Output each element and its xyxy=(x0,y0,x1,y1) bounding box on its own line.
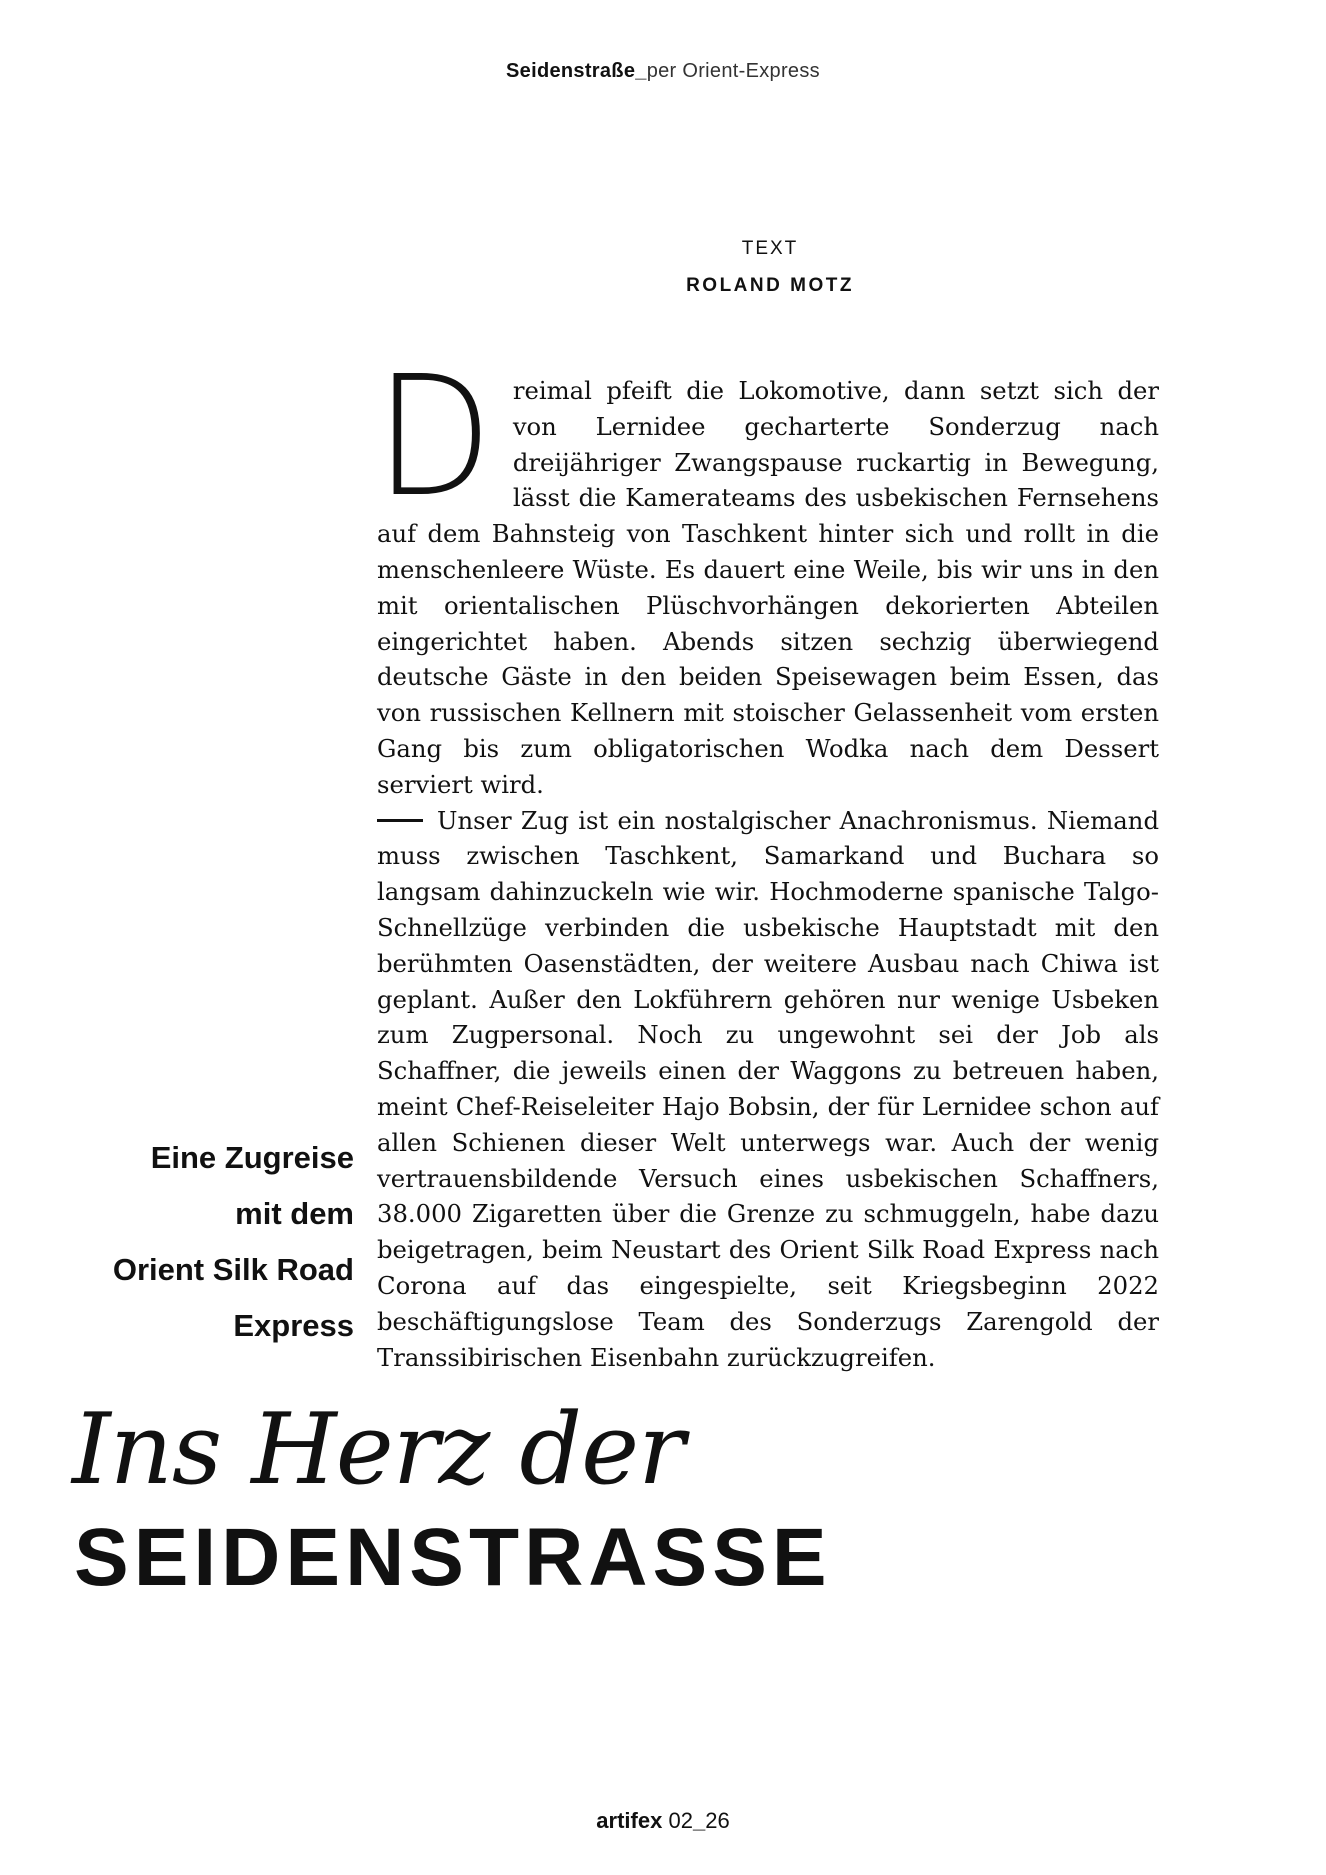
running-head xyxy=(0,60,1326,83)
page-footer xyxy=(0,1808,1326,1834)
drop-cap: D xyxy=(375,341,493,534)
paragraph-2-text: Unser Zug ist ein nostalgischer Anachronismus. Niemand muss zwischen Taschkent, Samarkand und Buchara so langsam dahinzuckeln wie wir. Hochmoderne spanische Talgo-Schnellzüge verbinden die usbekische Hauptstadt mit den berühmten Oasenstädten, der weitere Ausbau nach Chiwa ist geplant. Außer den Lokführern gehören nur wenige Usbeken zum Zugpersonal. Noch zu ungewohnt sei der Job als Schaffner, die jeweils einen der Waggons zu betreuen haben, meint Chef-Reiseleiter Hajo Bobsin, der für Lernidee schon auf allen Schienen dieser Welt unterwegs war. Auch der wenig vertrauensbildende Versuch eines usbekischen Schaffners, 38.000 Zigaretten über die Grenze zu schmuggeln, habe dazu beigetragen, beim Neustart des Orient Silk Road Express nach Corona auf das eingespielte, seit Kriegsbeginn 2022 beschäftigungslose Team des Sonderzugs Zarengold der Transsibirischen Eisenbahn zurückzugreifen. xyxy=(377,805,1159,1372)
running-head-topic: per Orient-Express xyxy=(646,60,820,82)
footer-brand: artifex xyxy=(596,1808,663,1833)
article-body xyxy=(375,341,1159,1375)
credit-label: TEXT xyxy=(741,238,799,259)
running-head-separator: _ xyxy=(635,60,647,82)
paragraph-1-text: reimal pfeift die Lokomotive, dann setzt sich der von Lernidee gecharterte Sonderzug nach dreijähriger Zwangspause ruckartig in Bewegung, lässt die Kamerateams des usbekischen Fernsehens auf dem Bahnsteig von Taschkent hinter sich und rollt in die menschenleere Wüste. Es dauert eine Weile, bis wir uns in den mit orientalischen Plüschvorhängen dekorierten Abteilen eingerichtet haben. Abends sitzen sechzig überwiegend deutsche Gäste in den beiden Speisewagen beim Essen, das von russischen Kellnern mit stoischer Gelassenheit vom ersten Gang bis zum obligatorischen Wodka nach dem Dessert serviert wird. xyxy=(377,376,1159,799)
subtitle xyxy=(34,1130,354,1354)
article-paragraph-1 xyxy=(375,341,1159,803)
subtitle-line: Orient Silk Road xyxy=(112,1252,354,1287)
paragraph-dash-icon xyxy=(377,819,423,822)
subtitle-line: Eine Zugreise xyxy=(150,1140,354,1175)
headline-line-2: SEIDENSTRASSE xyxy=(74,1512,832,1603)
footer-page-number: 26 xyxy=(705,1808,730,1833)
footer-separator: _ xyxy=(692,1808,706,1833)
headline-line-1: Ins Herz der xyxy=(72,1393,684,1507)
article-paragraph-2 xyxy=(377,803,1159,1376)
subtitle-line: Express xyxy=(233,1308,354,1343)
footer-issue: 02 xyxy=(668,1808,693,1833)
subtitle-line: mit dem xyxy=(235,1196,354,1231)
author-name: ROLAND MOTZ xyxy=(686,275,854,296)
running-head-section: Seidenstraße xyxy=(506,60,636,82)
